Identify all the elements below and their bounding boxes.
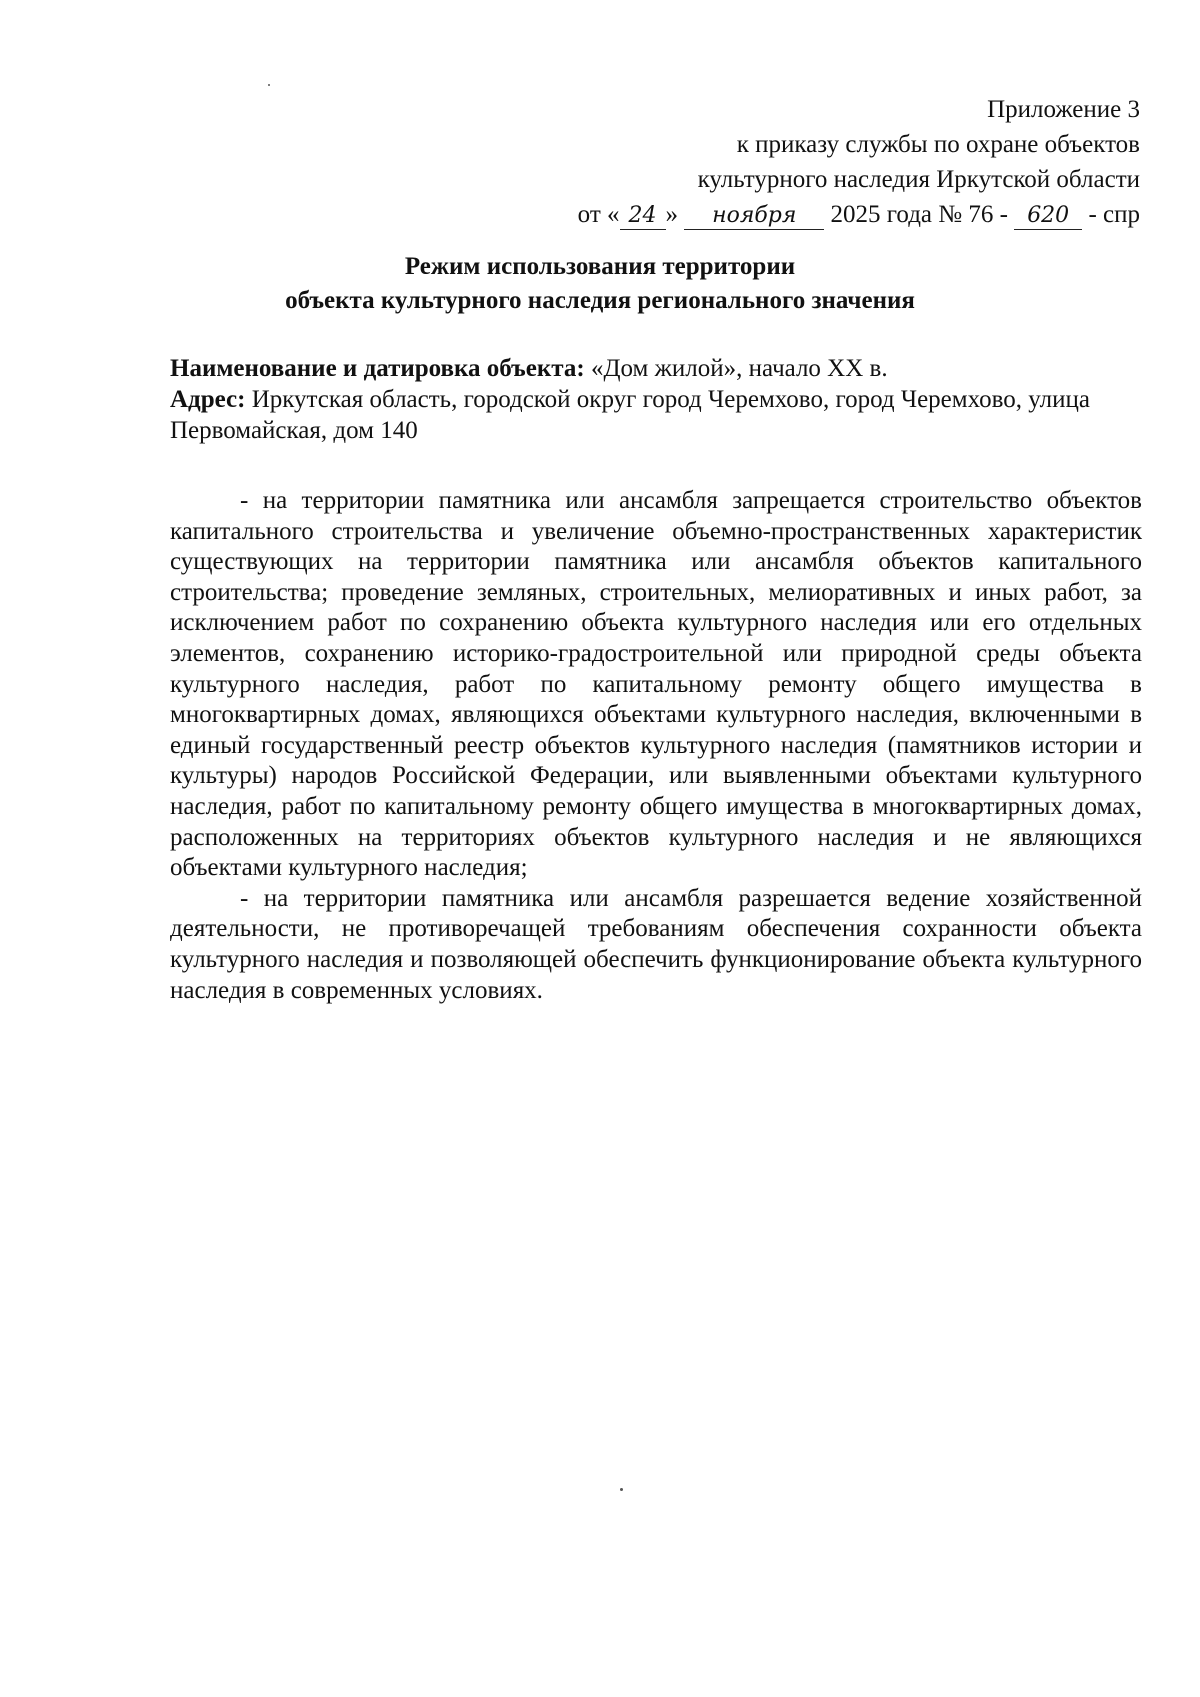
date-prefix: от « (577, 201, 620, 228)
document-title (0, 250, 1200, 318)
order-suffix: - спр (1088, 201, 1140, 228)
object-address-row (170, 384, 1142, 446)
object-name-value: «Дом жилой», начало XX в. (590, 355, 888, 382)
scan-speck (268, 84, 270, 86)
object-address-label: Адрес: (170, 386, 246, 413)
object-info (170, 353, 1142, 446)
appendix-order-line: к приказу службы по охране объектов (736, 131, 1140, 158)
appendix-date-line (380, 197, 1140, 232)
handwritten-order-number: 620 (1014, 203, 1082, 230)
paragraph-permissions: - на территории памятника или ансамбля разрешается ведение хозяйственной деятельности, не противоречащей требованиям обеспечения сохранности объекта культурного наследия и позволяющей обеспечить функционирование объекта культурного наследия в современных условиях. (170, 884, 1142, 1004)
appendix-header (380, 92, 1140, 232)
object-name-row (170, 353, 1142, 384)
paragraph-prohibitions: - на территории памятника или ансамбля запрещается строительство объектов капитального строительства и увеличение объемно-пространственных характеристик существующих на территории памятника или ансамбля объектов капитального строительства; проведение земляных, строительных, мелиоративных и иных работ, за исключением работ по сохранению объекта культурного наследия или его отдельных элементов, сохранению историко-градостроительной или природной среды объекта культурного наследия, работ по капитальному ремонту общего имущества в многоквартирных домах, являющихся объектами культурного наследия, включенными в единый государственный реестр объектов культурного наследия (памятников истории и культуры) народов Российской Федерации, или выявленными объектами культурного наследия, работ по капитальному ремонту общего имущества в многоквартирных домах, расположенных на территориях объектов культурного наследия и не являющихся объектами культурного наследия; (170, 487, 1142, 882)
document-body (170, 486, 1142, 1006)
scan-speck (620, 1488, 623, 1491)
object-name-label: Наименование и датировка объекта: (170, 355, 585, 382)
handwritten-day: 24 (620, 203, 666, 230)
title-line-1: Режим использования территории (404, 253, 796, 280)
title-line-2: объекта культурного наследия регионального значения (285, 287, 915, 314)
handwritten-month: ноября (684, 203, 824, 230)
object-address-value: Иркутская область, городской округ город Черемхово, город Черемхово, улица Первомайская, дом 140 (170, 386, 1090, 444)
date-year-text: 2025 года № 76 - (830, 201, 1008, 228)
date-quote-close: » (665, 201, 679, 228)
appendix-title: Приложение 3 (987, 96, 1140, 123)
appendix-agency-line: культурного наследия Иркутской области (697, 166, 1140, 193)
